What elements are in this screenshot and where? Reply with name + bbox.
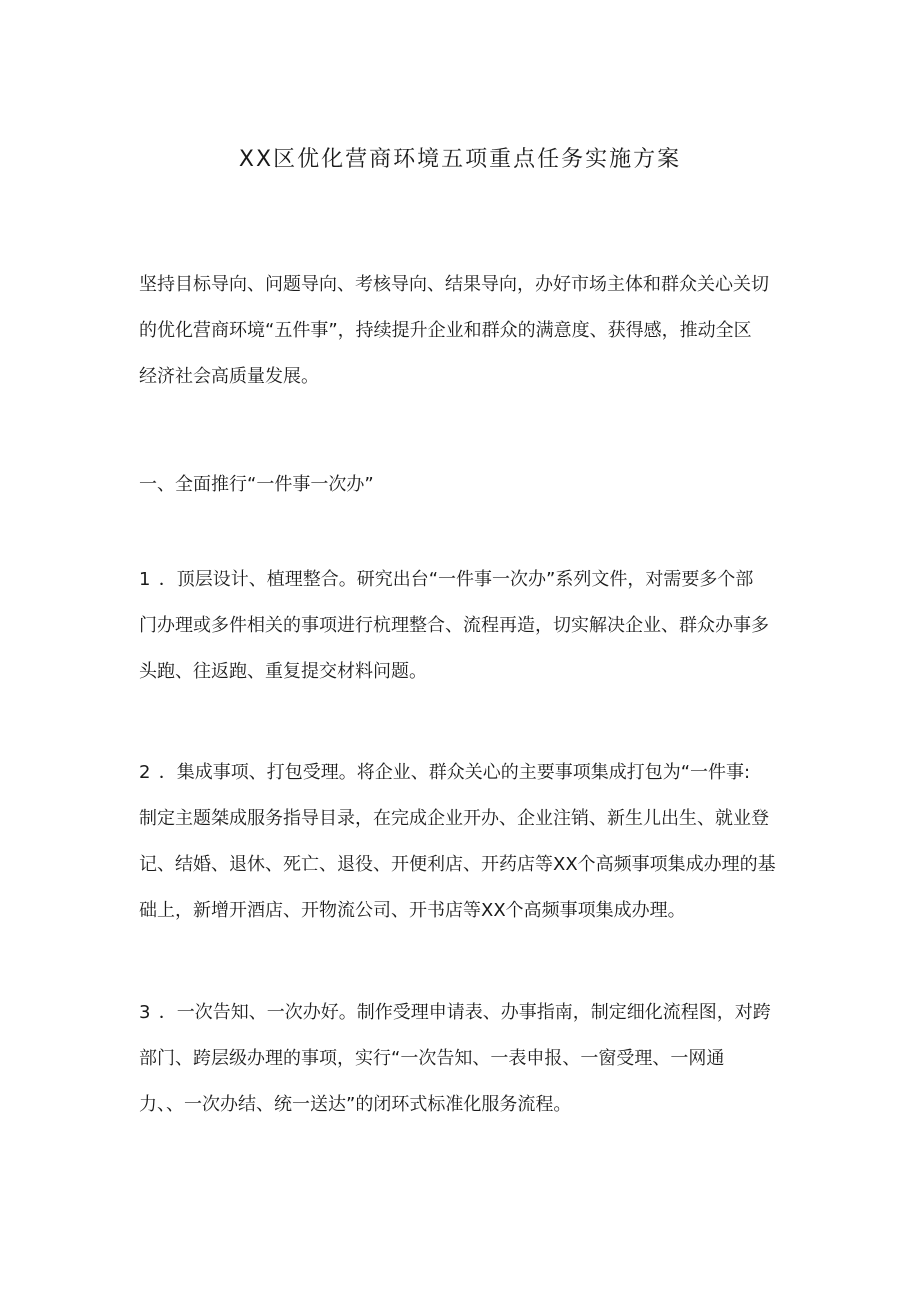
item-number: 3 [139,1002,151,1023]
document-title: XX区优化营商环境五项重点任务实施方案 [238,147,682,172]
item-number: 1 [139,569,151,590]
section-heading: 一、全面推行“一件事一次办” [139,474,374,495]
list-item [139,557,789,695]
item-text: ．顶层设计、植理整合。研究出台“一件事一次办”系列文件，对需要多个部 门办理或多件相关的事项进行杭理整合、流程再造，切实解决企业、群众办事多 头跑、往返跑、重复提交材料问题。 [139,569,769,682]
list-item [139,990,789,1128]
list-item [139,750,789,934]
intro-paragraph: 坚持目标导向、问题导向、考核导向、结果导向，办好市场主体和群众关心关切 的优化营商环境“五件事”，持续提升企业和群众的满意度、获得感，推动全区 经济社会高质量发展。 [139,274,769,387]
item-text: ．集成事项、打包受理。将企业、群众关心的主要事项集成打包为“一件事: 制定主题桀成服务指导目录，在完成企业开办、企业注销、新生儿出生、就业登 记、结婚、退休、死亡、退役、开便利店、开药店等XX个高频事项集成办理的基 础上，新增开酒店、开物流公司、开书店等XX个高频事项集成办理。 [139,762,776,921]
item-number: 2 [139,762,151,783]
item-text: ．一次告知、一次办好。制作受理申请表、办事指南，制定细化流程图，对跨 部门、跨层级办理的事项，实行“一次告知、一表申报、一窗受理、一网通 力、、一次办结、统一送达”的闭环式标准化服务流程。 [139,1002,771,1115]
